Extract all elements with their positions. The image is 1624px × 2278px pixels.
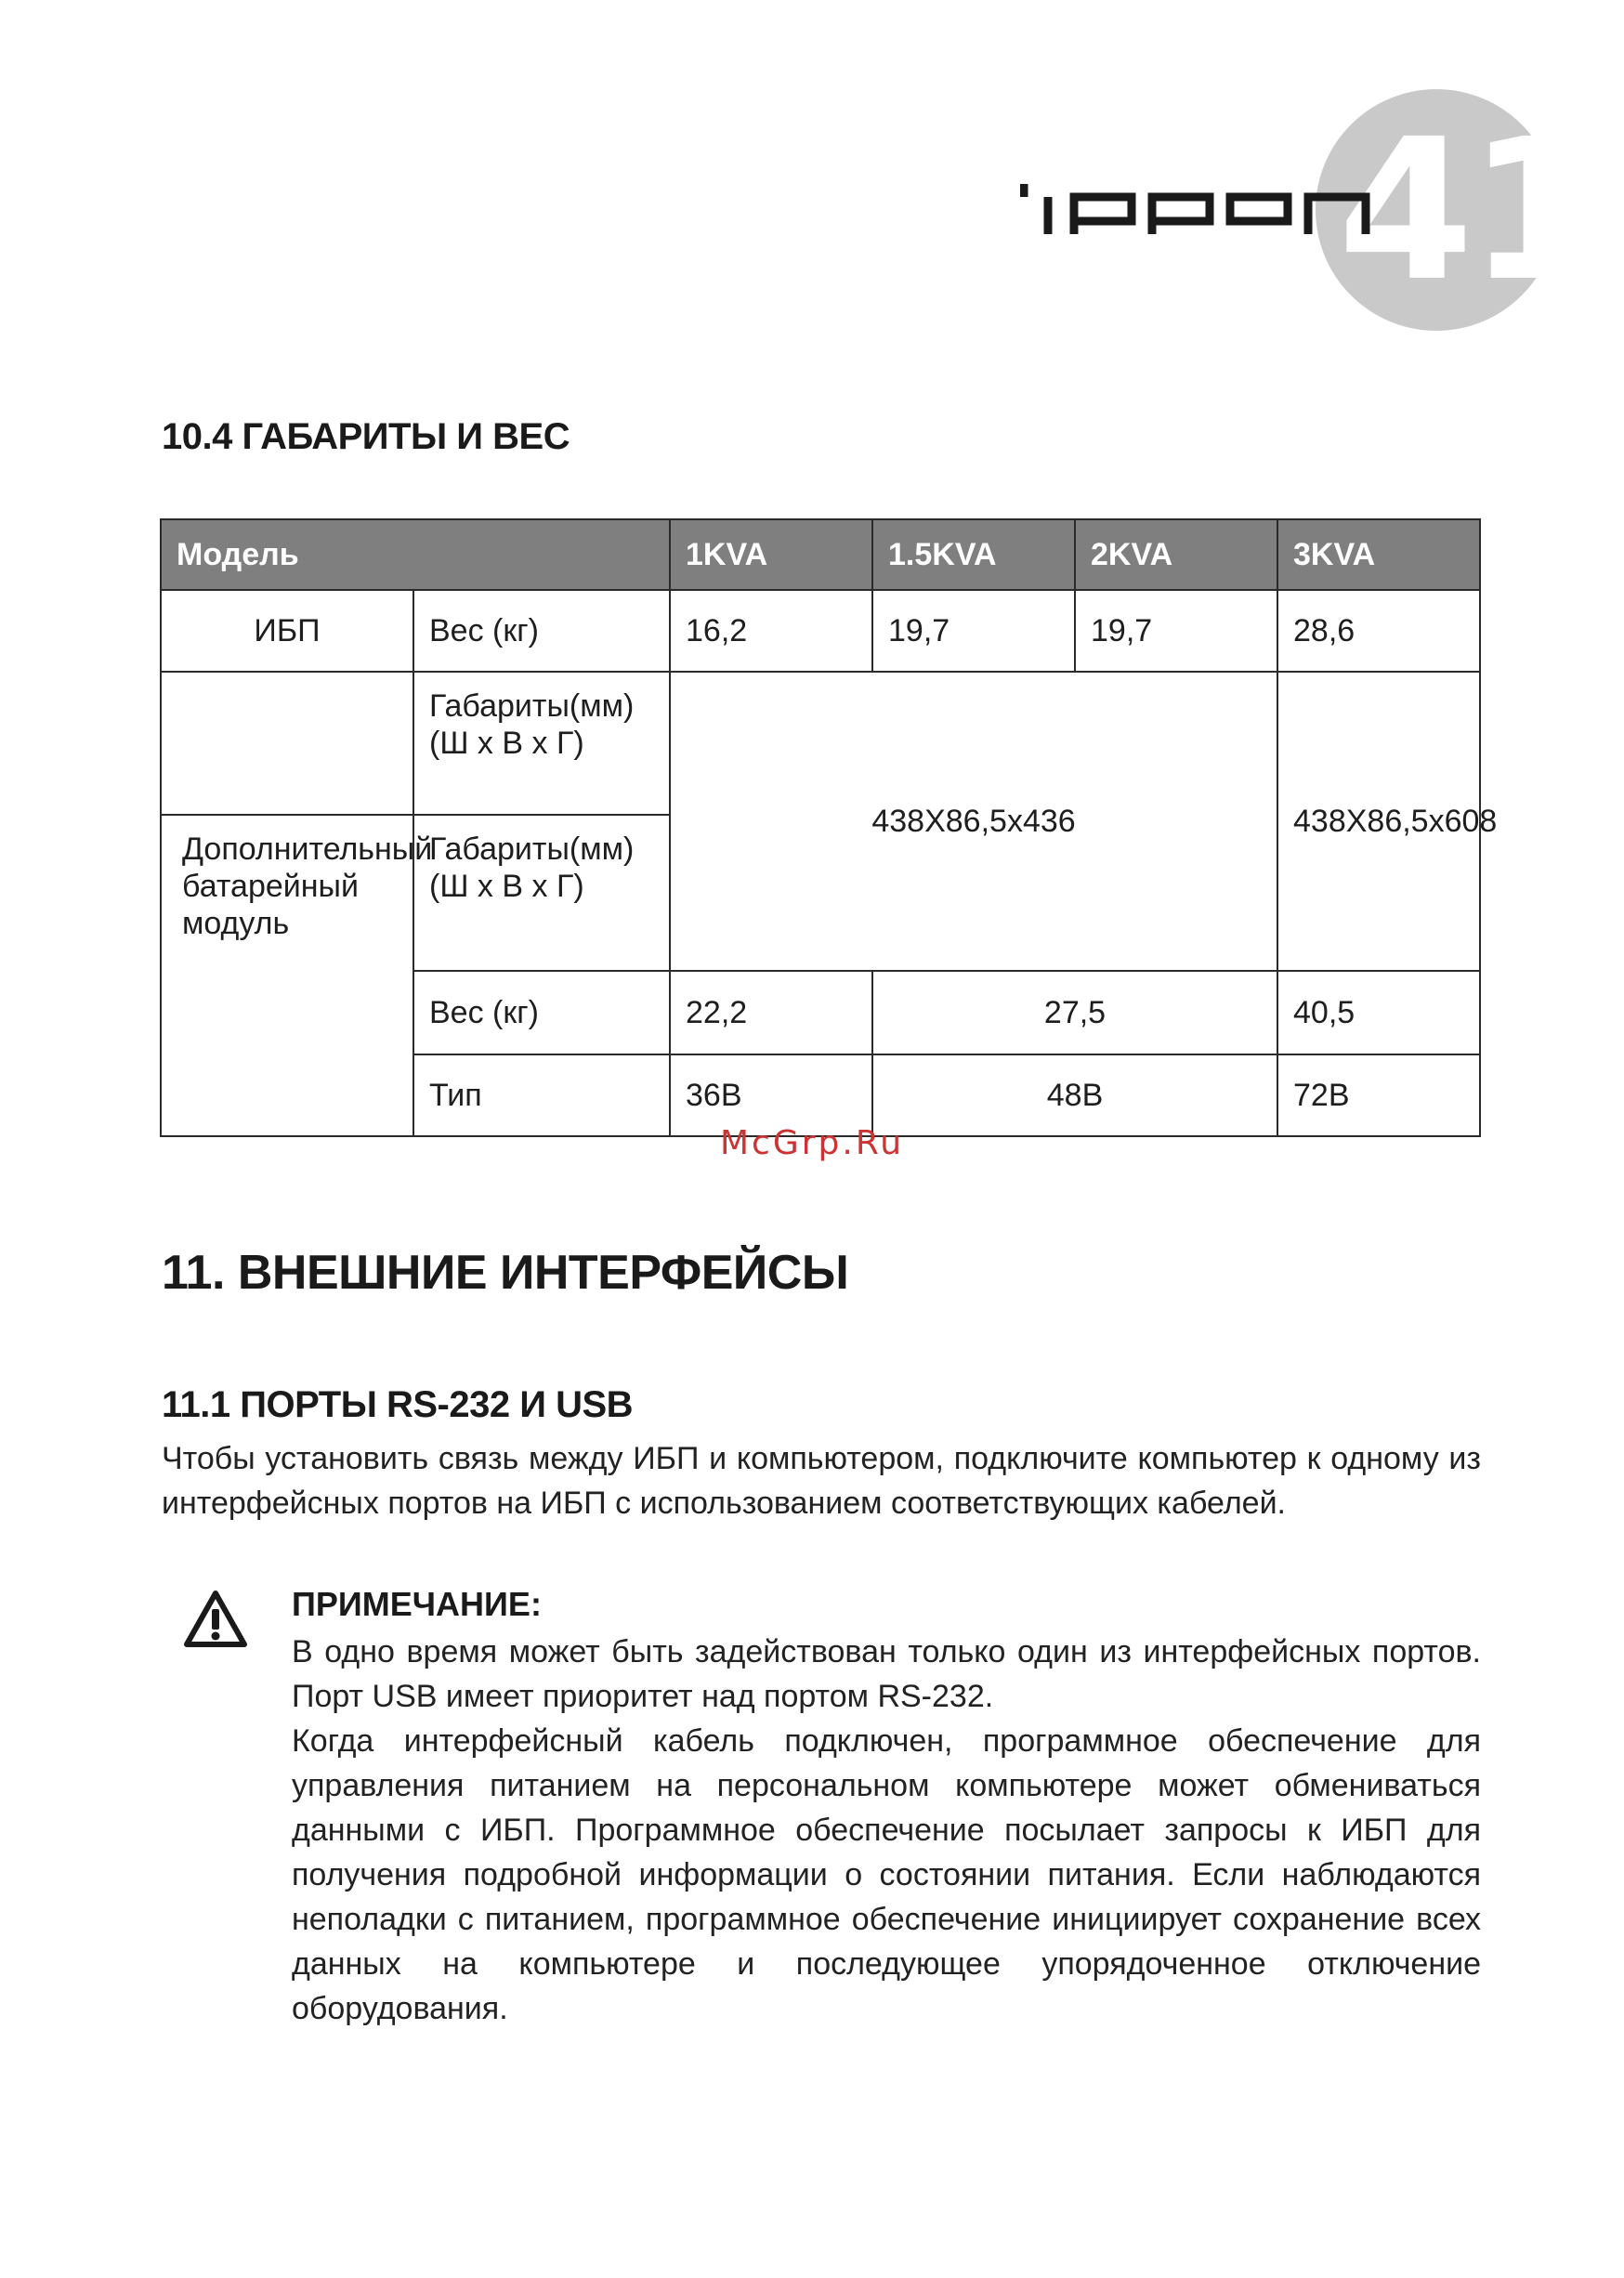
header-model: Модель	[161, 519, 670, 590]
cell-battery-label: Дополнительный батарейный модуль	[161, 815, 413, 1136]
note-paragraph-2: Когда интерфейсный кабель подключен, программное обеспечение для управления питанием на персональном компьютере может обмениваться данными с ИБП. Программное обеспечение посылает запросы к ИБП для получения подробной информации о состоянии питания. Если наблюдаются неполадки с питанием, программное обеспечение инициирует сохранение всех данных на компьютере и последующее упорядоченное отключение оборудования.	[292, 1723, 1481, 2026]
header-1-5kva: 1.5KVA	[872, 519, 1075, 590]
table-row-ups	[161, 590, 1480, 672]
cell-empty	[161, 672, 413, 815]
section-title-11-1: 11.1 ПОРТЫ RS-232 И USB	[162, 1384, 634, 1425]
header-2kva: 2KVA	[1075, 519, 1277, 590]
cell-ups-weight-2kva: 19,7	[1075, 590, 1277, 672]
section-title-11: 11. ВНЕШНИЕ ИНТЕРФЕЙСЫ	[162, 1246, 849, 1300]
cell-battery-type-1kva: 36В	[670, 1054, 872, 1136]
header-3kva: 3KVA	[1277, 519, 1480, 590]
cell-battery-weight-param: Вес (кг)	[413, 971, 670, 1054]
cell-ups-weight-1-5kva: 19,7	[872, 590, 1075, 672]
cell-battery-dims-param: Габариты(мм) (Ш x В x Г)	[413, 815, 670, 971]
dimensions-weight-table	[160, 518, 1498, 1137]
section-title-10-4: 10.4 ГАБАРИТЫ И ВЕС	[162, 416, 570, 457]
cell-dims-3kva: 438X86,5x608	[1277, 672, 1480, 971]
warning-icon	[182, 1589, 249, 1650]
table-header-row	[161, 519, 1480, 590]
cell-battery-weight-3kva: 40,5	[1277, 971, 1480, 1054]
cell-ups-label: ИБП	[161, 590, 413, 672]
note-title: ПРИМЕЧАНИЕ:	[292, 1585, 542, 1623]
cell-battery-weight-1-5-2kva: 27,5	[872, 971, 1277, 1054]
cell-battery-weight-1kva: 22,2	[670, 971, 872, 1054]
cell-ups-weight-param: Вес (кг)	[413, 590, 670, 672]
cell-battery-type-3kva: 72В	[1277, 1054, 1480, 1136]
note-paragraph-1: В одно время может быть задействован только один из интерфейсных портов. Порт USB имеет приоритет над портом RS-232.	[292, 1634, 1481, 1714]
table-row-ups-dimensions	[161, 672, 1480, 815]
cell-battery-type-1-5-2kva: 48В	[872, 1054, 1277, 1136]
intro-paragraph: Чтобы установить связь между ИБП и компьютером, подключите компьютер к одному из интерфейсных портов на ИБП с использованием соответствующих кабелей.	[162, 1441, 1481, 1521]
cell-battery-type-param: Тип	[413, 1054, 670, 1136]
cell-ups-weight-3kva: 28,6	[1277, 590, 1480, 672]
ippon-logo	[1020, 177, 1382, 242]
watermark: McGrp.Ru	[719, 1124, 905, 1162]
cell-ups-dims-param: Габариты(мм) (Ш x В x Г)	[413, 672, 670, 815]
cell-dims-1-2kva: 438X86,5x436	[670, 672, 1277, 971]
cell-ups-weight-1kva: 16,2	[670, 590, 872, 672]
page-number: 41	[1338, 97, 1599, 324]
header-1kva: 1KVA	[670, 519, 872, 590]
